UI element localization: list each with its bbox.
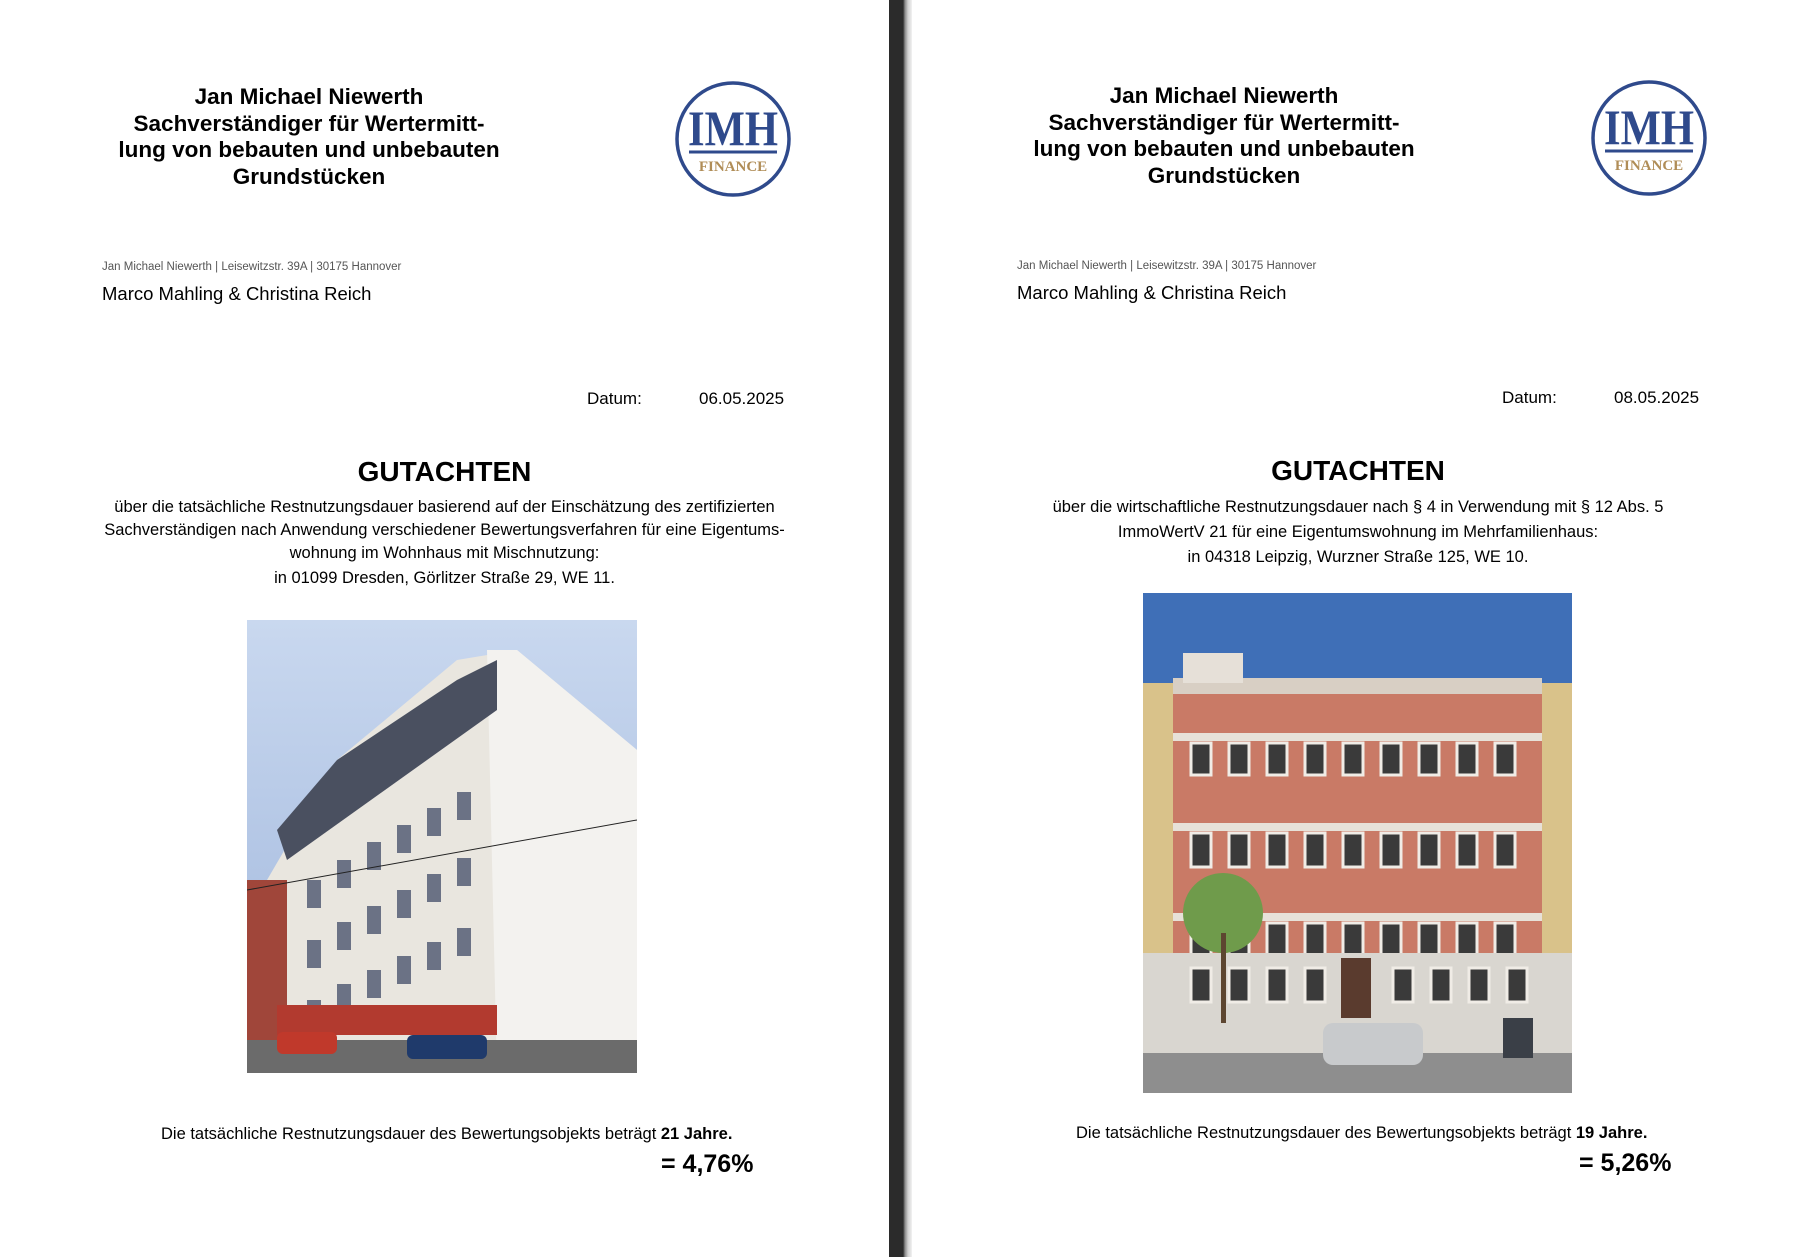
logo-sub-text: FINANCE: [1614, 158, 1684, 174]
logo-sub-text: FINANCE: [698, 159, 768, 175]
description-line: ImmoWertV 21 für eine Eigentumswohnung im Mehrfamilienhaus:: [1117, 523, 1599, 541]
recipient-name: Marco Mahling & Christina Reich: [102, 283, 372, 304]
expert-title-line: Sachverständiger für Wertermitt-: [1048, 109, 1400, 135]
description-line: über die tatsächliche Restnutzungsdauer basierend auf der Einschätzung des zertifizierten: [114, 498, 775, 516]
expert-title: [1014, 83, 1434, 189]
expert-title: [99, 84, 519, 190]
logo-main-text: IMH: [688, 100, 779, 156]
document-heading: GUTACHTEN: [357, 456, 532, 487]
percentage-result: = 4,76%: [661, 1150, 754, 1178]
expert-title-line: Sachverständiger für Wertermitt-: [133, 110, 485, 136]
document-description: [912, 495, 1804, 570]
imh-finance-logo-icon: [673, 79, 793, 199]
percentage-result: = 5,26%: [1579, 1149, 1672, 1177]
expert-title-line: Grundstücken: [232, 163, 386, 189]
document-heading: GUTACHTEN: [1271, 455, 1445, 486]
description-line: in 01099 Dresden, Görlitzer Straße 29, WE 11.: [274, 569, 615, 587]
description-line: in 04318 Leipzig, Wurzner Straße 125, WE 10.: [1187, 548, 1529, 566]
recipient-name: Marco Mahling & Christina Reich: [1017, 282, 1287, 303]
expert-title-line: Jan Michael Niewerth: [1109, 83, 1339, 108]
conclusion-text: [161, 1125, 732, 1144]
sender-line: Jan Michael Niewerth | Leisewitzstr. 39A | 30175 Hannover: [102, 261, 402, 273]
expert-title-line: lung von bebauten und unbebauten: [1033, 136, 1415, 161]
sender-line: Jan Michael Niewerth | Leisewitzstr. 39A | 30175 Hannover: [1017, 260, 1317, 272]
description-line: wohnung im Wohnhaus mit Mischnutzung:: [289, 544, 600, 562]
page-divider: [889, 0, 912, 1257]
conclusion-prefix: Die tatsächliche Restnutzungsdauer des Bewertungsobjekts beträgt: [1076, 1124, 1576, 1142]
expert-title-line: Grundstücken: [1147, 162, 1301, 188]
document-page-left: [0, 0, 889, 1257]
conclusion-value: 21 Jahre.: [660, 1125, 733, 1143]
conclusion-text: [1076, 1124, 1647, 1143]
logo-main-text: IMH: [1604, 99, 1695, 155]
expert-title-line: lung von bebauten und unbebauten: [118, 137, 500, 162]
document-page-right: [912, 0, 1804, 1257]
date-label: Datum:: [1502, 388, 1557, 407]
description-line: Sachverständigen nach Anwendung verschiedener Bewertungsverfahren für eine Eigentums-: [104, 521, 785, 539]
date-label: Datum:: [587, 389, 642, 408]
date-value: 08.05.2025: [1614, 388, 1700, 407]
building-photo: [247, 620, 637, 1073]
imh-finance-logo-icon: [1589, 78, 1709, 198]
building-photo: [1143, 593, 1572, 1093]
description-line: über die wirtschaftliche Restnutzungsdauer nach § 4 in Verwendung mit § 12 Abs. 5: [1052, 498, 1664, 516]
date-value: 06.05.2025: [699, 389, 785, 408]
document-description: [0, 496, 889, 590]
conclusion-value: 19 Jahre.: [1575, 1124, 1648, 1142]
conclusion-prefix: Die tatsächliche Restnutzungsdauer des Bewertungsobjekts beträgt: [161, 1125, 661, 1143]
expert-title-line: Jan Michael Niewerth: [194, 84, 424, 109]
